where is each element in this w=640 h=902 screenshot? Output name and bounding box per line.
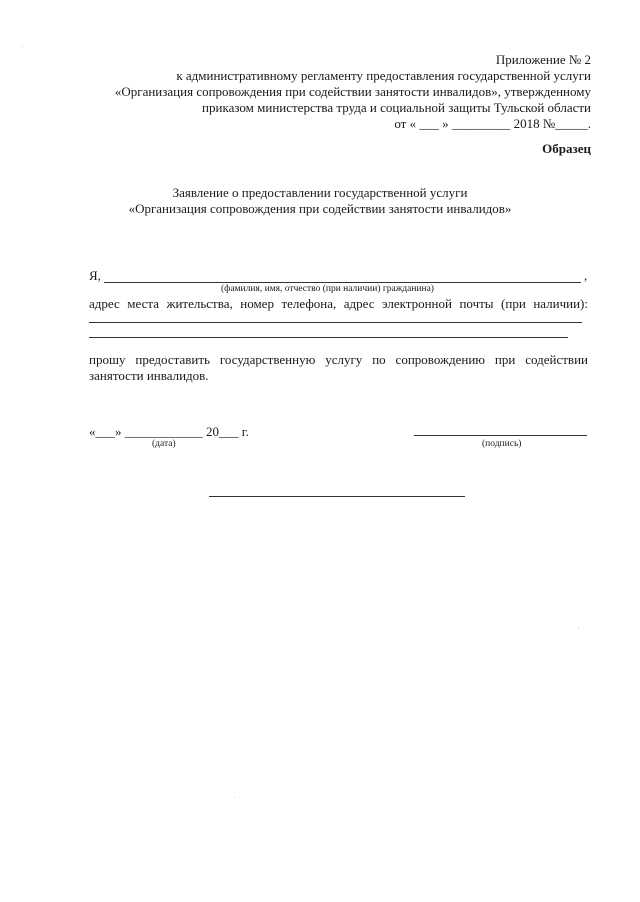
request-text-line2: занятости инвалидов.	[89, 368, 209, 383]
document-title-line1: Заявление о предоставлении государственной услуги	[172, 185, 468, 200]
appendix-line-date: от « ___ » _________ 2018 №_____.	[394, 116, 591, 131]
signature-caption: (подпись)	[482, 439, 522, 449]
appendix-line-service: «Организация сопровождения при содействии занятости инвалидов», утвержденному	[114, 84, 591, 99]
document-title-line2: «Организация сопровождения при содействии занятости инвалидов»	[128, 201, 512, 216]
address-field-line1[interactable]	[89, 322, 582, 323]
appendix-line-order: приказом министерства труда и социальной защиты Тульской области	[202, 100, 591, 115]
sample-label: Образец	[542, 141, 591, 156]
applicant-trailing-comma: ,	[584, 268, 588, 283]
appendix-line-regulation: к административному регламенту предоставления государственной услуги	[176, 68, 591, 83]
signature-field[interactable]	[414, 435, 587, 436]
fio-caption: (фамилия, имя, отчество (при наличии) гражданина)	[221, 284, 434, 294]
address-label: адрес места жительства, номер телефона, адрес электронной почты (при наличии):	[89, 296, 588, 311]
date-field[interactable]: «___» ____________ 20___ г.	[89, 424, 249, 439]
appendix-number: Приложение № 2	[495, 52, 591, 67]
applicant-name-field[interactable]	[104, 282, 581, 283]
bottom-separator	[209, 496, 465, 497]
scan-speck	[22, 46, 23, 47]
date-caption: (дата)	[152, 439, 176, 449]
request-text-line1: прошу предоставить государственную услугу по сопровождению при содействии	[89, 352, 588, 367]
scan-speck	[234, 797, 235, 798]
address-field-line2[interactable]	[89, 337, 568, 338]
applicant-label: Я,	[89, 268, 101, 283]
scan-speck	[578, 628, 579, 629]
